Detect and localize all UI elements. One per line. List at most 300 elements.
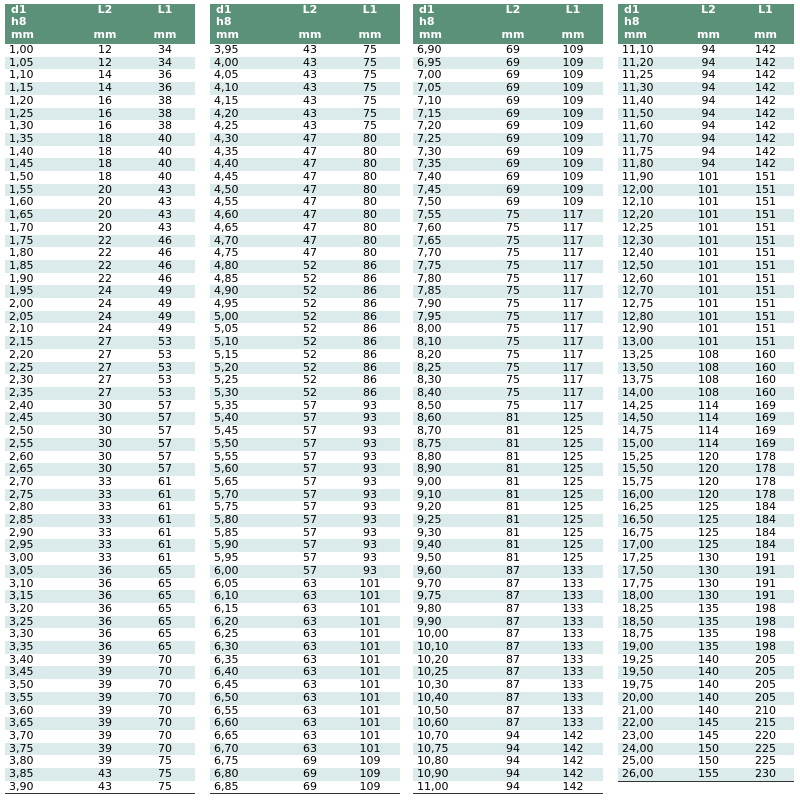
cell-l2: 52 <box>280 362 340 375</box>
cell-d1: 1,50 <box>5 171 75 184</box>
cell-d1: 26,00 <box>618 768 680 781</box>
table-row <box>5 235 195 248</box>
cell-l2: 39 <box>75 692 135 705</box>
cell-l2: 108 <box>680 349 737 362</box>
cell-l1: 70 <box>135 705 195 718</box>
table-row <box>413 578 603 591</box>
table-row <box>210 412 400 425</box>
cell-l2: 94 <box>483 743 543 756</box>
cell-l2: 135 <box>680 616 737 629</box>
cell-l1: 109 <box>543 57 603 70</box>
cell-l1: 86 <box>340 298 400 311</box>
table-row <box>5 374 195 387</box>
cell-d1: 2,80 <box>5 501 75 514</box>
cell-l2: 120 <box>680 451 737 464</box>
cell-l2: 125 <box>680 501 737 514</box>
cell-l2: 120 <box>680 463 737 476</box>
cell-l2: 57 <box>280 476 340 489</box>
table-row <box>413 451 603 464</box>
cell-d1: 6,60 <box>210 717 280 730</box>
cell-l2: 47 <box>280 184 340 197</box>
cell-d1: 2,55 <box>5 438 75 451</box>
table-row <box>413 514 603 527</box>
cell-l1: 93 <box>340 412 400 425</box>
cell-d1: 16,25 <box>618 501 680 514</box>
cell-l1: 117 <box>543 374 603 387</box>
cell-l1: 142 <box>737 108 794 121</box>
cell-l1: 80 <box>340 222 400 235</box>
table-row <box>5 565 195 578</box>
cell-d1: 7,20 <box>413 120 483 133</box>
cell-l2: 94 <box>680 158 737 171</box>
cell-d1: 1,35 <box>5 133 75 146</box>
cell-d1: 8,25 <box>413 362 483 375</box>
cell-d1: 2,20 <box>5 349 75 362</box>
table-row <box>618 654 794 667</box>
cell-l1: 65 <box>135 641 195 654</box>
cell-l1: 43 <box>135 222 195 235</box>
table-row <box>210 285 400 298</box>
table-row <box>413 755 603 768</box>
cell-l1: 198 <box>737 603 794 616</box>
cell-l1: 117 <box>543 323 603 336</box>
cell-l1: 101 <box>340 616 400 629</box>
cell-l2: 47 <box>280 209 340 222</box>
table-row <box>618 616 794 629</box>
cell-l1: 142 <box>543 755 603 768</box>
cell-l2: 57 <box>280 463 340 476</box>
cell-d1: 17,75 <box>618 578 680 591</box>
cell-d1: 2,15 <box>5 336 75 349</box>
cell-l2: 39 <box>75 705 135 718</box>
cell-d1: 18,25 <box>618 603 680 616</box>
cell-l1: 93 <box>340 501 400 514</box>
cell-d1: 15,00 <box>618 438 680 451</box>
cell-d1: 4,25 <box>210 120 280 133</box>
table-row <box>210 44 400 57</box>
table-row <box>413 539 603 552</box>
cell-l1: 151 <box>737 260 794 273</box>
cell-l1: 117 <box>543 285 603 298</box>
table-row <box>618 387 794 400</box>
cell-d1: 17,00 <box>618 539 680 552</box>
table-row <box>5 705 195 718</box>
cell-d1: 24,00 <box>618 743 680 756</box>
cell-l2: 69 <box>483 69 543 82</box>
cell-l2: 43 <box>280 69 340 82</box>
cell-d1: 2,10 <box>5 323 75 336</box>
table-row <box>413 69 603 82</box>
cell-d1: 11,10 <box>618 44 680 57</box>
cell-l2: 63 <box>280 578 340 591</box>
cell-l2: 145 <box>680 717 737 730</box>
table-row <box>618 44 794 57</box>
cell-d1: 3,20 <box>5 603 75 616</box>
table-row <box>5 222 195 235</box>
cell-l1: 117 <box>543 362 603 375</box>
table-row <box>413 590 603 603</box>
cell-d1: 4,15 <box>210 95 280 108</box>
cell-l1: 101 <box>340 730 400 743</box>
cell-l1: 61 <box>135 489 195 502</box>
cell-l2: 22 <box>75 273 135 286</box>
table-row <box>618 501 794 514</box>
dimension-table-1 <box>5 4 195 794</box>
cell-d1: 3,55 <box>5 692 75 705</box>
cell-l2: 22 <box>75 247 135 260</box>
table-row <box>413 95 603 108</box>
header-l2: L2 mm <box>280 4 340 44</box>
table-row <box>5 743 195 756</box>
table-row <box>413 196 603 209</box>
cell-l1: 57 <box>135 425 195 438</box>
cell-l1: 75 <box>340 57 400 70</box>
table-row <box>413 133 603 146</box>
cell-d1: 5,60 <box>210 463 280 476</box>
table-row <box>618 222 794 235</box>
cell-d1: 4,35 <box>210 146 280 159</box>
cell-l2: 43 <box>75 768 135 781</box>
cell-l1: 38 <box>135 120 195 133</box>
cell-l2: 24 <box>75 323 135 336</box>
cell-l1: 38 <box>135 95 195 108</box>
cell-l2: 36 <box>75 565 135 578</box>
table-row <box>5 451 195 464</box>
cell-d1: 5,55 <box>210 451 280 464</box>
cell-d1: 5,00 <box>210 311 280 324</box>
table-row <box>413 425 603 438</box>
table-row <box>210 184 400 197</box>
cell-l1: 61 <box>135 476 195 489</box>
cell-l2: 33 <box>75 476 135 489</box>
cell-l2: 69 <box>483 133 543 146</box>
cell-d1: 18,50 <box>618 616 680 629</box>
cell-l1: 70 <box>135 743 195 756</box>
dimension-table-4 <box>618 4 794 782</box>
cell-l2: 94 <box>680 57 737 70</box>
cell-d1: 4,45 <box>210 171 280 184</box>
cell-l2: 81 <box>483 514 543 527</box>
cell-l2: 33 <box>75 501 135 514</box>
cell-l2: 20 <box>75 184 135 197</box>
cell-d1: 5,45 <box>210 425 280 438</box>
table-row <box>210 654 400 667</box>
table-row <box>5 273 195 286</box>
cell-l1: 101 <box>340 692 400 705</box>
cell-d1: 4,90 <box>210 285 280 298</box>
cell-l1: 86 <box>340 374 400 387</box>
cell-l1: 191 <box>737 565 794 578</box>
cell-d1: 3,85 <box>5 768 75 781</box>
cell-l1: 133 <box>543 590 603 603</box>
table-row <box>210 755 400 768</box>
cell-d1: 14,25 <box>618 400 680 413</box>
cell-d1: 6,95 <box>413 57 483 70</box>
table-row <box>210 641 400 654</box>
table-row <box>210 451 400 464</box>
cell-d1: 11,60 <box>618 120 680 133</box>
cell-l1: 70 <box>135 654 195 667</box>
cell-l2: 101 <box>680 247 737 260</box>
table-row <box>618 578 794 591</box>
table-row <box>5 82 195 95</box>
cell-l1: 125 <box>543 476 603 489</box>
cell-l1: 184 <box>737 527 794 540</box>
cell-d1: 19,25 <box>618 654 680 667</box>
table-row <box>413 438 603 451</box>
table-row <box>618 374 794 387</box>
cell-l1: 49 <box>135 311 195 324</box>
cell-d1: 12,50 <box>618 260 680 273</box>
table-row <box>618 451 794 464</box>
table-row <box>413 57 603 70</box>
cell-l2: 140 <box>680 666 737 679</box>
cell-l2: 94 <box>680 82 737 95</box>
cell-l2: 43 <box>280 44 340 57</box>
cell-d1: 1,05 <box>5 57 75 70</box>
cell-l1: 109 <box>543 69 603 82</box>
table-row <box>618 755 794 768</box>
cell-l1: 160 <box>737 374 794 387</box>
cell-l1: 133 <box>543 705 603 718</box>
cell-d1: 11,90 <box>618 171 680 184</box>
cell-l2: 20 <box>75 222 135 235</box>
cell-l1: 57 <box>135 463 195 476</box>
cell-l2: 140 <box>680 705 737 718</box>
table-row <box>5 260 195 273</box>
table-row <box>5 539 195 552</box>
table-row <box>413 120 603 133</box>
cell-d1: 6,45 <box>210 679 280 692</box>
cell-d1: 1,45 <box>5 158 75 171</box>
table-row <box>5 679 195 692</box>
cell-d1: 8,80 <box>413 451 483 464</box>
cell-d1: 12,75 <box>618 298 680 311</box>
cell-l1: 151 <box>737 184 794 197</box>
table-row <box>413 412 603 425</box>
cell-l2: 101 <box>680 298 737 311</box>
cell-d1: 10,80 <box>413 755 483 768</box>
cell-l2: 63 <box>280 743 340 756</box>
table-row <box>618 476 794 489</box>
cell-d1: 1,00 <box>5 44 75 57</box>
cell-d1: 11,30 <box>618 82 680 95</box>
cell-l1: 80 <box>340 146 400 159</box>
cell-d1: 16,75 <box>618 527 680 540</box>
cell-l1: 205 <box>737 666 794 679</box>
table-row <box>5 666 195 679</box>
cell-l2: 30 <box>75 400 135 413</box>
cell-l1: 65 <box>135 590 195 603</box>
cell-d1: 11,00 <box>413 781 483 794</box>
cell-d1: 2,50 <box>5 425 75 438</box>
cell-l1: 70 <box>135 692 195 705</box>
cell-l2: 39 <box>75 755 135 768</box>
cell-d1: 3,70 <box>5 730 75 743</box>
cell-l1: 93 <box>340 400 400 413</box>
table-row <box>413 184 603 197</box>
cell-l2: 30 <box>75 438 135 451</box>
cell-d1: 5,25 <box>210 374 280 387</box>
cell-l1: 75 <box>340 108 400 121</box>
cell-l2: 140 <box>680 654 737 667</box>
cell-l2: 81 <box>483 527 543 540</box>
cell-l2: 87 <box>483 692 543 705</box>
cell-l2: 57 <box>280 451 340 464</box>
cell-l2: 125 <box>680 539 737 552</box>
cell-d1: 7,75 <box>413 260 483 273</box>
cell-l2: 30 <box>75 451 135 464</box>
table-row <box>413 260 603 273</box>
cell-d1: 4,70 <box>210 235 280 248</box>
cell-l2: 69 <box>483 57 543 70</box>
table-row <box>413 235 603 248</box>
cell-l1: 117 <box>543 222 603 235</box>
cell-d1: 5,15 <box>210 349 280 362</box>
cell-l1: 151 <box>737 209 794 222</box>
cell-l1: 53 <box>135 374 195 387</box>
cell-l2: 69 <box>280 768 340 781</box>
cell-l2: 69 <box>483 95 543 108</box>
table-row <box>5 209 195 222</box>
table-row <box>210 323 400 336</box>
cell-l1: 142 <box>737 69 794 82</box>
cell-l1: 93 <box>340 463 400 476</box>
cell-l2: 81 <box>483 412 543 425</box>
cell-l1: 86 <box>340 323 400 336</box>
table-row <box>5 158 195 171</box>
cell-l1: 169 <box>737 425 794 438</box>
cell-l2: 52 <box>280 273 340 286</box>
table-row <box>413 552 603 565</box>
table-row <box>413 743 603 756</box>
cell-l1: 75 <box>340 69 400 82</box>
table-row <box>210 235 400 248</box>
cell-d1: 2,00 <box>5 298 75 311</box>
cell-l1: 205 <box>737 654 794 667</box>
table-row <box>618 336 794 349</box>
table-row <box>618 298 794 311</box>
table-row <box>618 120 794 133</box>
cell-d1: 5,75 <box>210 501 280 514</box>
table-row <box>413 603 603 616</box>
cell-d1: 8,40 <box>413 387 483 400</box>
cell-l1: 109 <box>543 158 603 171</box>
table-row <box>5 323 195 336</box>
cell-l2: 81 <box>483 463 543 476</box>
cell-d1: 1,70 <box>5 222 75 235</box>
table-row <box>413 463 603 476</box>
cell-d1: 11,70 <box>618 133 680 146</box>
cell-d1: 2,75 <box>5 489 75 502</box>
cell-l1: 40 <box>135 146 195 159</box>
cell-d1: 12,00 <box>618 184 680 197</box>
cell-l2: 94 <box>680 44 737 57</box>
cell-l2: 155 <box>680 768 737 781</box>
cell-l1: 86 <box>340 273 400 286</box>
cell-l2: 94 <box>483 730 543 743</box>
cell-l2: 75 <box>483 285 543 298</box>
cell-d1: 6,65 <box>210 730 280 743</box>
table-row <box>210 743 400 756</box>
cell-l2: 69 <box>483 146 543 159</box>
cell-l2: 33 <box>75 514 135 527</box>
table-row <box>618 666 794 679</box>
cell-l1: 86 <box>340 336 400 349</box>
cell-l1: 75 <box>135 768 195 781</box>
table-row <box>413 273 603 286</box>
cell-d1: 8,75 <box>413 438 483 451</box>
table-row <box>210 196 400 209</box>
cell-l2: 36 <box>75 603 135 616</box>
cell-l2: 39 <box>75 666 135 679</box>
cell-l2: 57 <box>280 539 340 552</box>
cell-l1: 133 <box>543 692 603 705</box>
cell-d1: 11,20 <box>618 57 680 70</box>
cell-d1: 11,25 <box>618 69 680 82</box>
cell-l2: 57 <box>280 438 340 451</box>
cell-d1: 19,75 <box>618 679 680 692</box>
cell-l1: 125 <box>543 438 603 451</box>
cell-l1: 93 <box>340 565 400 578</box>
cell-d1: 4,20 <box>210 108 280 121</box>
cell-l2: 125 <box>680 527 737 540</box>
cell-l2: 87 <box>483 679 543 692</box>
table-row <box>413 628 603 641</box>
cell-d1: 7,80 <box>413 273 483 286</box>
table-row <box>618 82 794 95</box>
cell-d1: 6,25 <box>210 628 280 641</box>
table-row <box>413 285 603 298</box>
cell-l1: 133 <box>543 679 603 692</box>
cell-d1: 4,40 <box>210 158 280 171</box>
table-row <box>5 425 195 438</box>
cell-l2: 57 <box>280 400 340 413</box>
cell-d1: 3,65 <box>5 717 75 730</box>
cell-d1: 9,30 <box>413 527 483 540</box>
cell-l1: 80 <box>340 196 400 209</box>
cell-l2: 135 <box>680 628 737 641</box>
cell-l2: 36 <box>75 578 135 591</box>
cell-l1: 43 <box>135 209 195 222</box>
cell-l1: 101 <box>340 603 400 616</box>
table-row <box>210 400 400 413</box>
cell-d1: 6,50 <box>210 692 280 705</box>
cell-d1: 3,95 <box>210 44 280 57</box>
cell-l1: 86 <box>340 260 400 273</box>
table-row <box>5 133 195 146</box>
cell-l2: 114 <box>680 425 737 438</box>
cell-d1: 5,05 <box>210 323 280 336</box>
cell-l1: 160 <box>737 387 794 400</box>
cell-l1: 125 <box>543 463 603 476</box>
cell-l2: 87 <box>483 603 543 616</box>
cell-l2: 81 <box>483 476 543 489</box>
cell-l1: 46 <box>135 273 195 286</box>
cell-l1: 80 <box>340 158 400 171</box>
table-row <box>5 184 195 197</box>
table-row <box>413 501 603 514</box>
cell-l1: 43 <box>135 184 195 197</box>
cell-l1: 117 <box>543 311 603 324</box>
table-row <box>618 412 794 425</box>
cell-l2: 57 <box>280 514 340 527</box>
cell-l2: 75 <box>483 349 543 362</box>
cell-l1: 151 <box>737 336 794 349</box>
cell-l1: 142 <box>737 133 794 146</box>
cell-d1: 3,80 <box>5 755 75 768</box>
dimension-table-2 <box>210 4 400 794</box>
